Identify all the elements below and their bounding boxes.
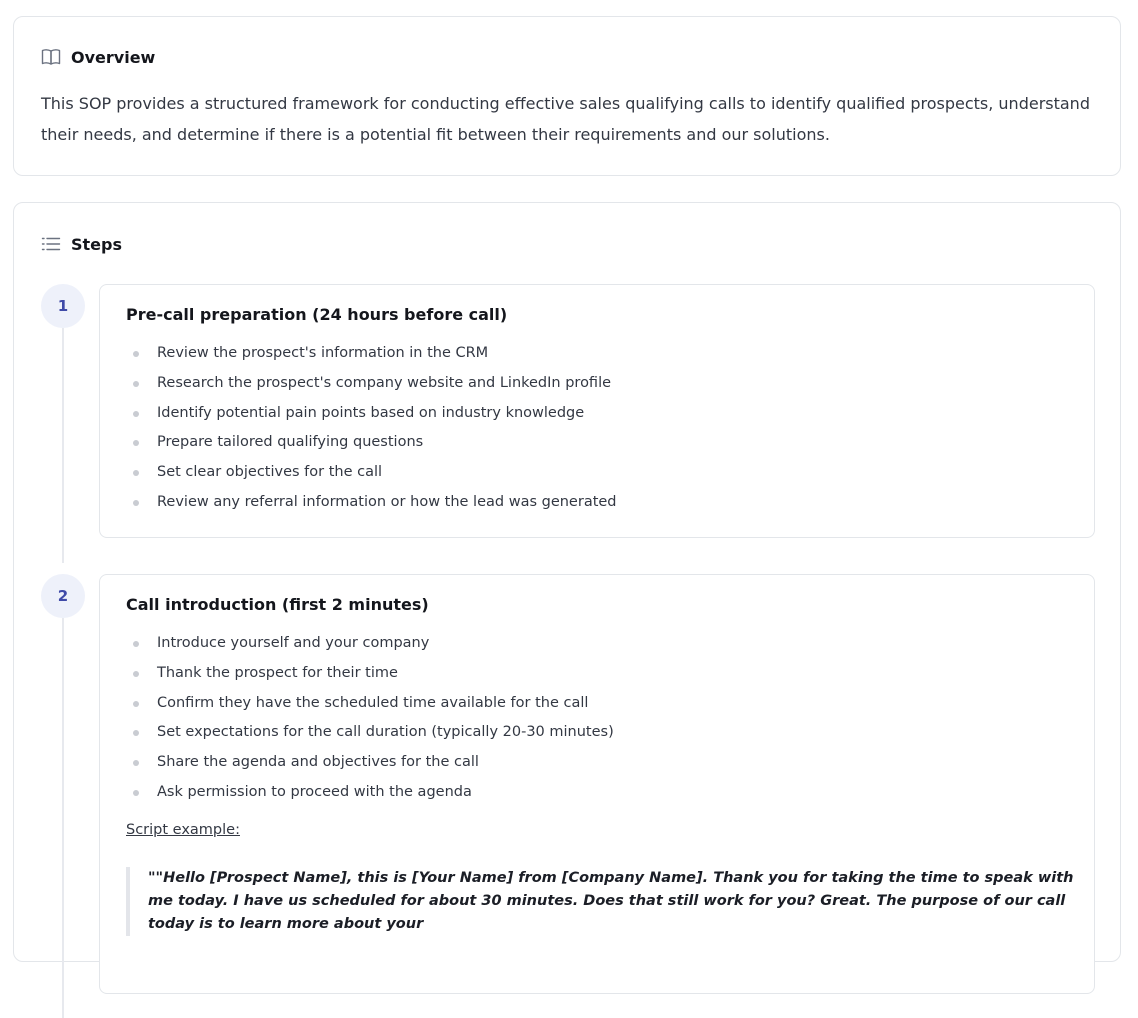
bullet-dot: [133, 351, 139, 357]
overview-title: Overview: [71, 47, 156, 67]
list-item: [126, 718, 614, 748]
script-example-quote: ""Hello [Prospect Name], this is [Your Name] from [Company Name]. Thank you for taking the time to speak with me today. I have us scheduled for about 30 minutes. Does that still work for you? Great. The purpose of our call today is to learn more about your: [126, 867, 1076, 936]
overview-text: This SOP provides a structured framework for conducting effective sales qualifying calls to identify qualified prospects, understand their needs, and determine if there is a potential fit between their requirements and our solutions.: [41, 94, 1090, 144]
steps-header: [41, 234, 122, 254]
timeline-connector: [62, 328, 64, 563]
list-item: [126, 369, 617, 399]
bullet-text: Set expectations for the call duration (typically 20-30 minutes): [157, 724, 614, 741]
bullet-dot: [133, 730, 139, 736]
bullet-text: Research the prospect's company website and LinkedIn profile: [157, 374, 612, 391]
step-card: [99, 574, 1095, 994]
step-card: [99, 284, 1095, 538]
list-item: [126, 399, 617, 429]
bullet-dot: [133, 790, 139, 796]
step-number-badge: 2: [41, 574, 85, 618]
overview-card: [13, 16, 1121, 176]
steps-title: Steps: [71, 234, 122, 254]
step-title: Call introduction (first 2 minutes): [126, 595, 429, 614]
bullet-text: Review any referral information or how the lead was generated: [157, 493, 617, 510]
list-icon: [41, 234, 61, 254]
list-item: [126, 629, 614, 659]
bullet-dot: [133, 440, 139, 446]
list-item: [126, 458, 617, 488]
bullet-dot: [133, 411, 139, 417]
bullet-dot: [133, 760, 139, 766]
step-number-badge: 1: [41, 284, 85, 328]
list-item: [126, 748, 614, 778]
bullet-dot: [133, 671, 139, 677]
timeline-connector: [62, 618, 64, 1018]
list-item: [126, 428, 617, 458]
bullet-dot: [133, 701, 139, 707]
bullet-dot: [133, 641, 139, 647]
list-item: [126, 659, 614, 689]
book-open-icon: [41, 47, 61, 67]
list-item: [126, 339, 617, 369]
step-title: Pre-call preparation (24 hours before call): [126, 305, 508, 324]
step-bullet-list: [126, 339, 617, 518]
bullet-text: Set clear objectives for the call: [157, 464, 383, 481]
bullet-text: Share the agenda and objectives for the call: [157, 754, 479, 771]
bullet-dot: [133, 381, 139, 387]
bullet-text: Introduce yourself and your company: [157, 635, 430, 651]
bullet-text: Identify potential pain points based on industry knowledge: [157, 404, 585, 421]
steps-card: [13, 202, 1121, 962]
overview-header: [41, 47, 155, 67]
list-item: [126, 778, 614, 808]
bullet-text: Review the prospect's information in the CRM: [157, 345, 489, 361]
list-item: [126, 689, 614, 719]
list-item: [126, 488, 617, 518]
bullet-text: Thank the prospect for their time: [157, 664, 398, 681]
bullet-text: Prepare tailored qualifying questions: [157, 434, 424, 451]
bullet-dot: [133, 500, 139, 506]
script-example-label: Script example:: [126, 822, 240, 838]
bullet-text: Confirm they have the scheduled time available for the call: [157, 694, 589, 711]
step-bullet-list: [126, 629, 614, 808]
bullet-text: Ask permission to proceed with the agenda: [157, 783, 472, 800]
bullet-dot: [133, 470, 139, 476]
